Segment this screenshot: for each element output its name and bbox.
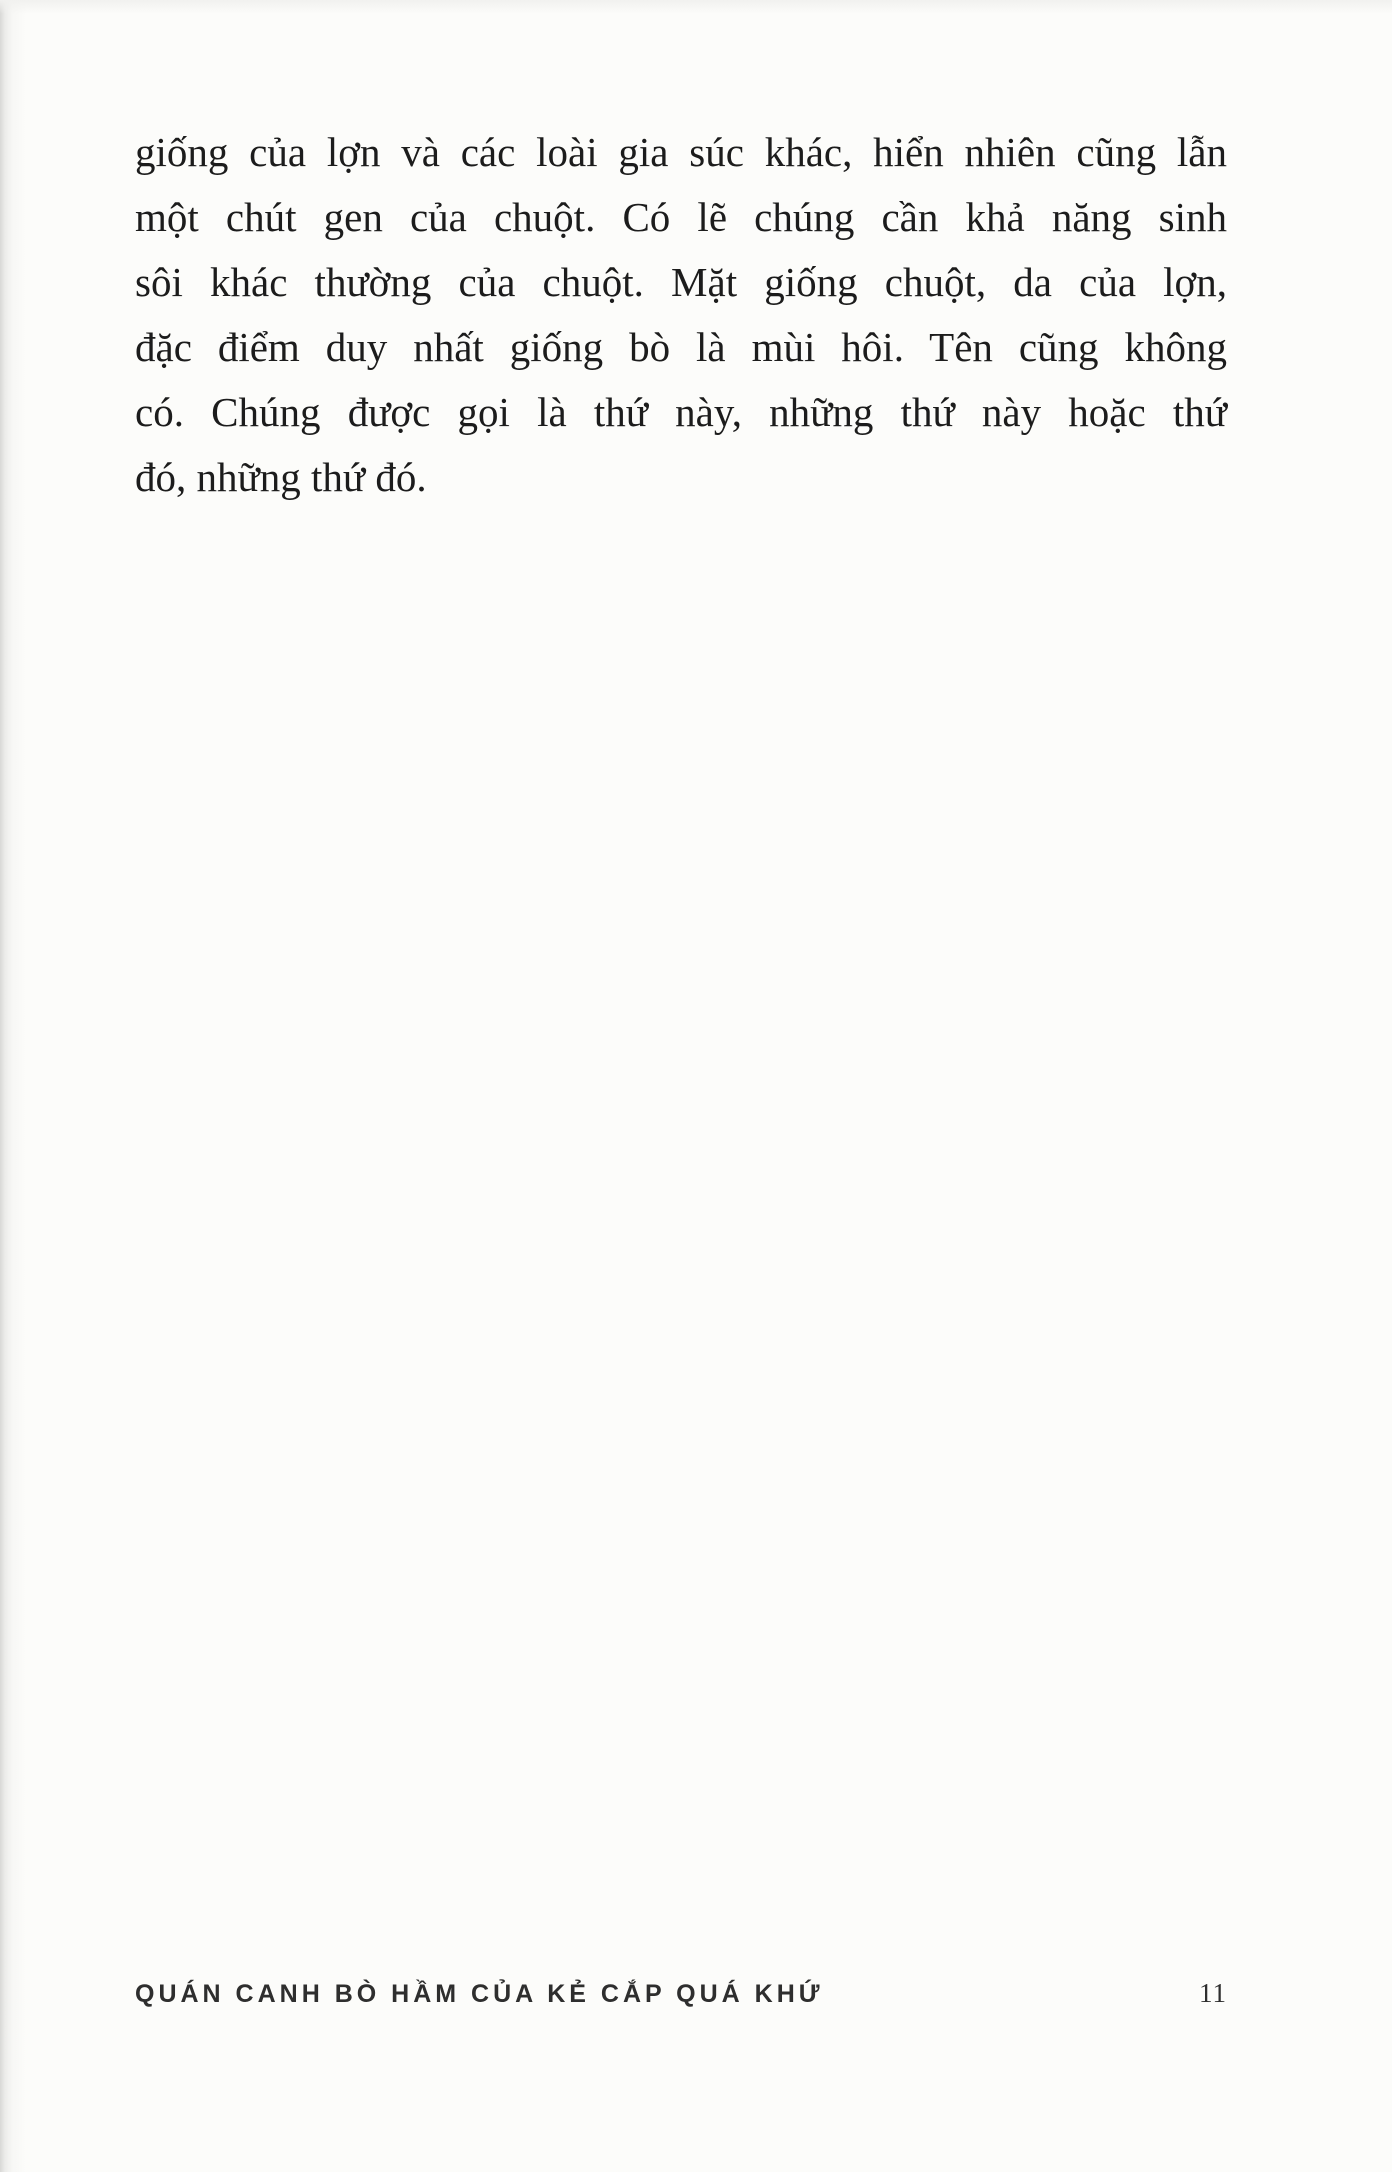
page-number: 11: [1199, 1978, 1227, 2008]
paragraph-line: đặc điểm duy nhất giống bò là mùi hôi. Tên cũng không: [135, 324, 1227, 370]
body-text: [135, 120, 1227, 510]
running-title: QUÁN CANH BÒ HẦM CỦA KẺ CẮP QUÁ KHỨ: [135, 1980, 824, 2008]
page-footer: [135, 1978, 1227, 2009]
paragraph-line: một chút gen của chuột. Có lẽ chúng cần khả năng sinh: [135, 194, 1227, 240]
paragraph-line: sôi khác thường của chuột. Mặt giống chuột, da của lợn,: [135, 259, 1227, 305]
paragraph-line: giống của lợn và các loài gia súc khác, hiển nhiên cũng lẫn: [135, 129, 1227, 175]
paragraph-line: đó, những thứ đó.: [135, 454, 427, 500]
paragraph-line: có. Chúng được gọi là thứ này, những thứ này hoặc thứ: [135, 389, 1227, 435]
